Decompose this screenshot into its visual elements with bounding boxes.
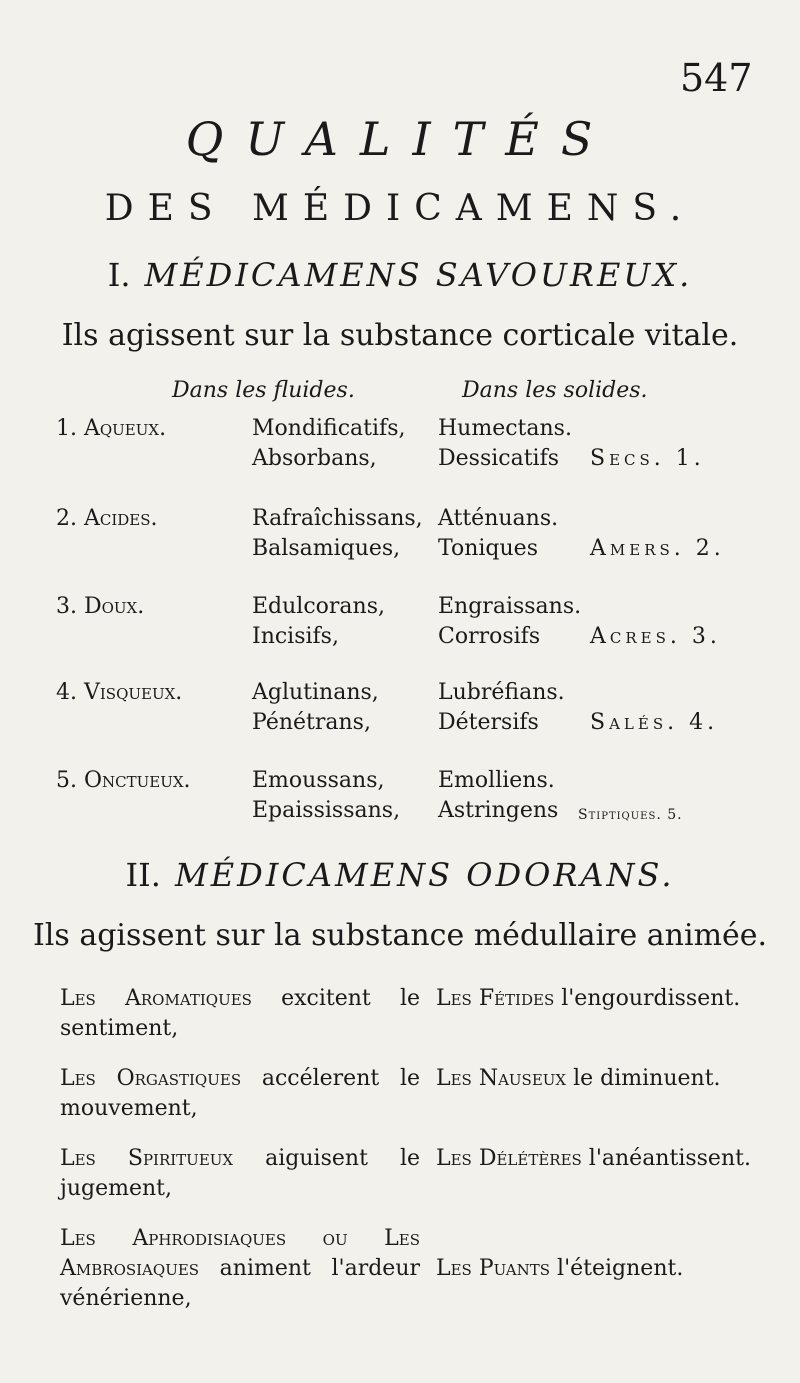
row-solide-2: Corrosifs (438, 624, 541, 649)
row-solide-2: Détersifs (438, 710, 539, 735)
pair-right-term: Les Puants (436, 1256, 551, 1281)
section-1-number: I. (107, 256, 131, 294)
row-saveur: Secs. 1. (590, 446, 705, 471)
pair-left-text: accélerent le mouvement, (60, 1066, 421, 1121)
row-category: 5. Onctueux. (56, 768, 191, 793)
pair-left-term: Les Orgastiques (60, 1066, 242, 1091)
pair-right-text: l'engourdissent. (554, 986, 741, 1011)
row-fluide-1: Emoussans, (252, 768, 385, 793)
row-fluide-1: Rafraîchissans, (252, 506, 423, 531)
pair-right (436, 1224, 756, 1284)
row-solide-1: Atténuans. (438, 506, 559, 531)
pair-left-term: Les Aromatiques (60, 986, 252, 1011)
row-fluide-1: Mondificatifs, (252, 416, 406, 441)
section-2-number: II. (125, 856, 161, 894)
column-header-fluides: Dans les fluides. (172, 378, 355, 403)
row-solide-1: Humectans. (438, 416, 572, 441)
row-solide-2: Dessicatifs (438, 446, 560, 471)
row-solide-1: Emolliens. (438, 768, 555, 793)
pair-right (436, 1144, 756, 1174)
pair-left-term: Les Spiritueux (60, 1146, 234, 1171)
pair-left (60, 1224, 420, 1314)
row-fluide-1: Edulcorans, (252, 594, 385, 619)
pair-right (436, 984, 756, 1014)
row-saveur: Amers. 2. (590, 536, 725, 561)
row-fluide-2: Incisifs, (252, 624, 339, 649)
row-saveur: Salés. 4. (590, 710, 719, 735)
section-2-intro: Ils agissent sur la substance médullaire animée. (32, 918, 768, 953)
pair-left (60, 1064, 420, 1124)
pair-left-term: Les Aphrodisiaques ou Les Ambrosiaques (60, 1226, 420, 1281)
pair-left-text: excitent le sentiment, (60, 986, 420, 1041)
row-fluide-2: Pénétrans, (252, 710, 371, 735)
section-1-heading (0, 256, 800, 294)
row-fluide-2: Epaississans, (252, 798, 401, 823)
page-subtitle: DES MÉDICAMENS. (104, 188, 696, 229)
row-solide-2: Astringens (438, 798, 559, 823)
pair-left (60, 1144, 420, 1204)
row-solide-1: Lubréfians. (438, 680, 565, 705)
pair-left (60, 984, 420, 1044)
pair-left-text: animent l'ardeur vénérienne, (60, 1256, 420, 1311)
row-fluide-2: Absorbans, (252, 446, 377, 471)
row-solide-1: Engraissans. (438, 594, 582, 619)
row-category: 3. Doux. (56, 594, 145, 619)
pair-right-term: Les Fétides (436, 986, 555, 1011)
column-header-solides: Dans les solides. (462, 378, 648, 403)
row-category: 1. Aqueux. (56, 416, 167, 441)
section-1-name: MÉDICAMENS SAVOUREUX. (144, 256, 693, 294)
pair-right-text: l'éteignent. (550, 1256, 684, 1281)
pair-right-term: Les Nauseux (436, 1066, 567, 1091)
row-saveur: Acres. 3. (590, 624, 721, 649)
pair-right-text: l'anéantissent. (581, 1146, 751, 1171)
pair-right-term: Les Délétères (436, 1146, 582, 1171)
pair-right-text: le diminuent. (566, 1066, 721, 1091)
pair-left-text: aiguisent le jugement, (60, 1146, 420, 1201)
row-saveur: Stiptiques. 5. (578, 807, 683, 823)
section-2-heading (0, 856, 800, 894)
row-solide-2: Toniques (438, 536, 538, 561)
row-category: 4. Visqueux. (56, 680, 183, 705)
row-fluide-1: Aglutinans, (252, 680, 379, 705)
pair-right (436, 1064, 756, 1094)
row-fluide-2: Balsamiques, (252, 536, 401, 561)
page-number: 547 (680, 56, 753, 100)
section-2-name: MÉDICAMENS ODORANS. (174, 856, 675, 894)
page-title: QUALITÉS (185, 112, 615, 166)
section-1-intro: Ils agissent sur la substance corticale vitale. (61, 318, 739, 353)
row-category: 2. Acides. (56, 506, 158, 531)
